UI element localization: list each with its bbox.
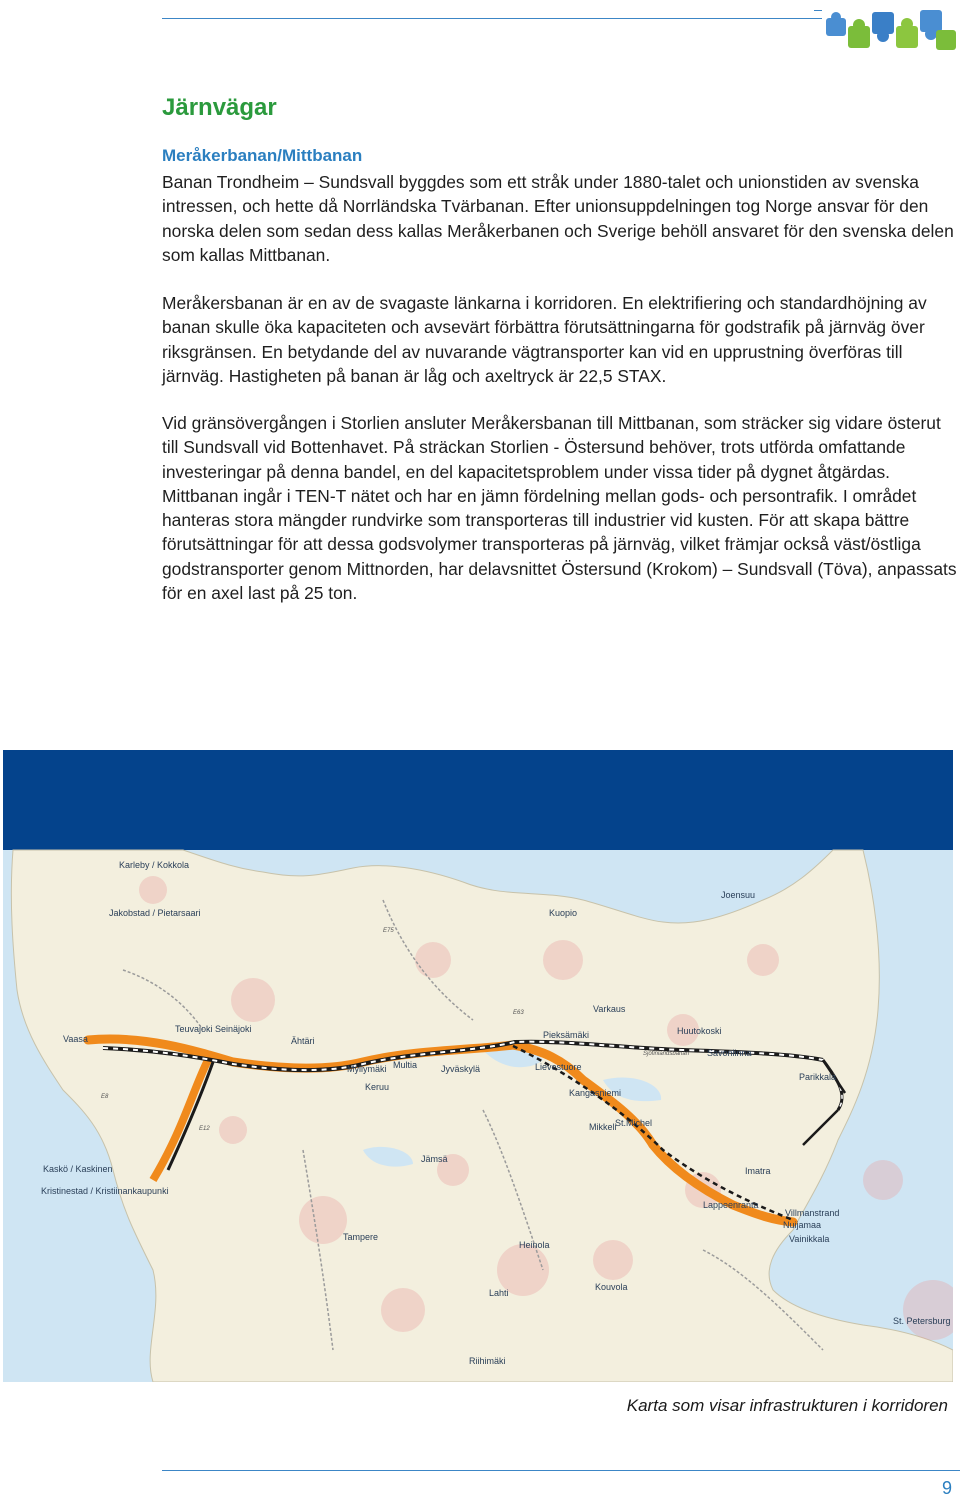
- subsection-heading: Meråkerbanan/Mittbanan: [162, 146, 363, 165]
- label-kristinestad: Kristinestad / Kristiinankaupunki: [41, 1186, 169, 1196]
- paragraph-weak-link: Meråkersbanan är en av de svagaste länkarna i korridoren. En elektrifiering och standardhöjning av banan skulle öka kapaciteten och avsevärt förbättra förutsättningarna för godstrafik på järnväg över riksgränsen. En betydande del av nuvarande vägtransporter kan vid en upprustning överföras till järnväg. Hastigheten på banan är låg och axeltryck är 22,5 STAX.: [162, 293, 927, 386]
- road-label-e8: E8: [101, 1094, 109, 1100]
- puzzle-logo-icon: [824, 2, 960, 58]
- label-vainikkala: Vainikkala: [789, 1234, 830, 1244]
- label-lahti: Lahti: [489, 1288, 509, 1298]
- map-caption: Karta som visar infrastrukturen i korridoren: [626, 1396, 948, 1415]
- label-riihimaki: Riihimäki: [469, 1356, 506, 1366]
- label-tampere: Tampere: [343, 1232, 379, 1242]
- label-ahtari: Ähtäri: [291, 1036, 315, 1046]
- corridor-map: [3, 750, 953, 1382]
- puzzle-piece-green-3: [936, 30, 956, 50]
- label-huutokoski: Huutokoski: [677, 1026, 722, 1036]
- label-karleby: Karleby / Kokkola: [119, 860, 190, 870]
- road-label-e75: E75: [383, 928, 394, 934]
- label-vaasa: Vaasa: [63, 1034, 88, 1044]
- header-rule-end: [814, 10, 822, 11]
- puzzle-piece-green: [848, 19, 870, 48]
- label-varkaus: Varkaus: [593, 1004, 626, 1014]
- label-kasko: Kaskö / Kaskinen: [43, 1164, 113, 1174]
- label-st-michel: St.Michel: [615, 1118, 653, 1128]
- label-myllymaki: Myllymäki: [347, 1064, 387, 1074]
- label-imatra: Imatra: [745, 1166, 771, 1176]
- road-label-e63: E63: [513, 1010, 524, 1016]
- label-kouvola: Kouvola: [595, 1282, 628, 1292]
- header-rule: [162, 18, 822, 19]
- label-nuijamaa: Nuijamaa: [783, 1220, 822, 1230]
- label-heinola: Heinola: [519, 1240, 550, 1250]
- paragraph-mittbanan: Vid gränsövergången i Storlien ansluter Meråkersbanan till Mittbanan, som sträcker sig vidare österut till Sundsvall vid Bottenhavet. På sträckan Storlien - Östersund behöver, trots utförda omfattande investeringar på denna bandel, en del kapacitetsproblem under vissa tider på dygnet åtgärdas. Mittbanan ingår i TEN-T nätet och har en jämn fördelning mellan gods- och persontrafik. I området hanteras stora mängder rundvirke som transporteras till industrier vid kusten. För att skapa bättre förutsättningar för att dessa godsvolymer transporteras på järnväg, vilket främjar också väst/östliga godstransporter genom Mittnorden, har delavsnittet Östersund (Krokom) – Sundsvall (Töva), anpassats för en axel last på 25 ton.: [162, 413, 957, 604]
- footer-rule: [162, 1470, 960, 1471]
- label-lappeenranta: Lappeenranta: [703, 1200, 759, 1210]
- puzzle-piece-blue-2: [872, 12, 894, 42]
- puzzle-piece-blue: [826, 12, 846, 36]
- label-joensuu: Joensuu: [721, 890, 756, 900]
- label-seinajoki: Teuvajoki Seinäjoki: [175, 1024, 252, 1034]
- label-jamsa: Jämsä: [421, 1154, 448, 1164]
- section-heading: Järnvägar: [162, 94, 277, 121]
- label-villmanstrand: Villmanstrand: [785, 1208, 840, 1218]
- label-kangasniemi: Kangasniemi: [569, 1088, 622, 1098]
- road-label-e12: E12: [199, 1126, 210, 1132]
- label-multia: Multia: [393, 1060, 418, 1070]
- label-kuopio: Kuopio: [549, 908, 578, 918]
- label-jakobstad: Jakobstad / Pietarsaari: [109, 908, 201, 918]
- page-number: 9: [941, 1478, 952, 1498]
- paragraph-history: Banan Trondheim – Sundsvall byggdes som ett stråk under 1880-talet och unionstiden av svenska intressen, och hette då Norrländska Tvärbanan. Efter unionsuppdelningen tog Norge ansvar för den norska delen som sedan dess kallas Meråkerbanen och Sverige behöll ansvaret för den svenska delen som kallas Mittbanan.: [162, 172, 954, 265]
- label-lievestuore: Lievestuore: [535, 1062, 582, 1072]
- puzzle-piece-green-2: [896, 18, 918, 48]
- label-jyvaskyla: Jyväskylä: [441, 1064, 481, 1074]
- rail-label: Sjöfinlandsbanan: [643, 1051, 690, 1057]
- label-keruu: Keruu: [365, 1082, 390, 1092]
- label-savonlinna: Savonlinna: [707, 1048, 752, 1058]
- label-mikkeli: Mikkeli: [589, 1122, 617, 1132]
- label-parikkala: Parikkala: [799, 1072, 837, 1082]
- map-header-band: [3, 750, 953, 850]
- label-st-petersburg: St. Petersburg: [893, 1316, 951, 1326]
- label-pieksamaki: Pieksämäki: [543, 1030, 590, 1040]
